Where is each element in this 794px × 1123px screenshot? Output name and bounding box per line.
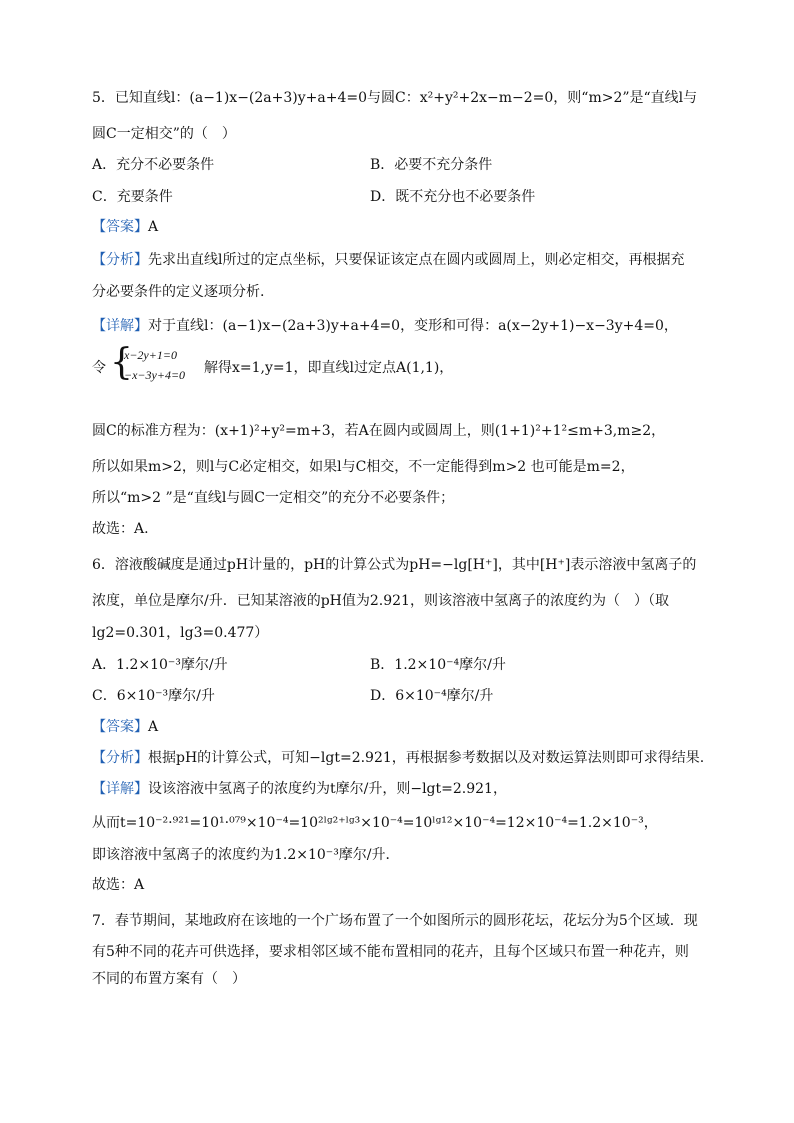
analysis-text: 根据pH的计算公式，可知−lgt=2.921，再根据参考数据以及对数运算法则即可求得结果. — [148, 750, 705, 766]
q6-stem-line1: 6．溶液酸碱度是通过pH计量的，pH的计算公式为pH=−lg[H⁺]，其中[H⁺]表示溶液中氢离子的 — [92, 557, 697, 573]
sys-row-1: x−2y+1=0 — [124, 348, 177, 362]
sys-prefix: 令 — [92, 360, 106, 376]
q5-option-a: A．充分不必要条件 — [92, 157, 215, 173]
q6-choose: 故选：A — [92, 877, 145, 893]
q5-detail-line5: 所以“m>2 ”是“直线l与圆C一定相交”的充分不必要条件； — [92, 490, 455, 506]
q5-detail-line4: 所以如果m>2，则l与C必定相交，如果l与C相交，不一定能得到m>2 也可能是m=2， — [92, 459, 635, 475]
sys-suffix: 解得x=1,y=1，即直线l过定点A(1,1)， — [204, 360, 454, 376]
q5-detail-line1 — [92, 315, 678, 337]
q6-answer — [92, 716, 158, 738]
analysis-text: 先求出直线l所过的定点坐标，只要保证该定点在圆内或圆周上，则必定相交，再根据充 — [148, 252, 685, 268]
q5-analysis-line2: 分必要条件的定义逐项分析. — [92, 284, 265, 300]
q5-detail-line3: 圆C的标准方程为：(x+1)²+y²=m+3，若A在圆内或圆周上，则(1+1)²+1²≤m+3,m≥2， — [92, 423, 666, 439]
detail-tag: 【详解】 — [92, 318, 148, 334]
answer-tag: 【答案】 — [92, 219, 148, 235]
q7-stem-line1: 7．春节期间，某地政府在该地的一个广场布置了一个如图所示的圆形花坛，花坛分为5个区域．现 — [92, 913, 698, 929]
analysis-tag: 【分析】 — [92, 252, 148, 268]
q7-stem-line2: 有5种不同的花卉可供选择，要求相邻区域不能布置相同的花卉，且每个区域只布置一种花卉，则 — [92, 944, 689, 960]
q6-option-b: B．1.2×10⁻⁴摩尔/升 — [370, 657, 506, 673]
q5-option-d: D．既不充分也不必要条件 — [370, 189, 536, 205]
detail-text: 对于直线l：(a−1)x−(2a+3)y+a+4=0，变形和可得：a(x−2y+1)−x−3y+4=0， — [148, 318, 678, 334]
q7-stem-line3: 不同的布置方案有（ ） — [92, 971, 246, 987]
q6-detail-line1 — [92, 778, 507, 800]
q6-option-c: C．6×10⁻³摩尔/升 — [92, 688, 215, 704]
q5-option-c: C．充要条件 — [92, 189, 173, 205]
q5-choose: 故选：A. — [92, 521, 149, 537]
analysis-tag: 【分析】 — [92, 750, 148, 766]
q6-option-a: A．1.2×10⁻³摩尔/升 — [92, 657, 228, 673]
q5-answer — [92, 216, 158, 238]
detail-tag: 【详解】 — [92, 781, 148, 797]
q6-stem-line3: lg2=0.301，lg3=0.477） — [92, 625, 269, 641]
q6-detail-line2: 从而t=10⁻²·⁹²¹=10¹·⁰⁷⁹×10⁻⁴=10²ˡᵍ²⁺ˡᵍ³×10⁻⁴=10ˡᵍ¹²×10⁻⁴=12×10⁻⁴=1.2×10⁻³， — [92, 815, 658, 831]
sys-row-2: −x−3y+4=0 — [124, 368, 186, 382]
left-brace-icon: { — [110, 342, 133, 383]
q6-stem-line2: 浓度，单位是摩尔/升．已知某溶液的pH值为2.921，则该溶液中氢离子的浓度约为（ ）（取 — [92, 593, 669, 609]
q5-analysis-line1 — [92, 249, 684, 271]
answer-tag: 【答案】 — [92, 719, 148, 735]
q5-stem-line2: 圆C一定相交”的（ ） — [92, 126, 236, 142]
detail-text: 设该溶液中氢离子的浓度约为t摩尔/升，则−lgt=2.921， — [148, 781, 507, 797]
q5-stem-line1: 5．已知直线l：(a−1)x−(2a+3)y+a+4=0与圆C：x²+y²+2x−m−2=0，则“m>2”是“直线l与 — [92, 90, 698, 106]
q6-detail-line3: 即该溶液中氢离子的浓度约为1.2×10⁻³摩尔/升． — [92, 847, 400, 863]
q5-option-b: B．必要不充分条件 — [370, 157, 493, 173]
q6-analysis-line1 — [92, 747, 704, 769]
answer-value: A — [148, 219, 159, 235]
answer-value: A — [148, 719, 159, 735]
q6-option-d: D．6×10⁻⁴摩尔/升 — [370, 688, 494, 704]
